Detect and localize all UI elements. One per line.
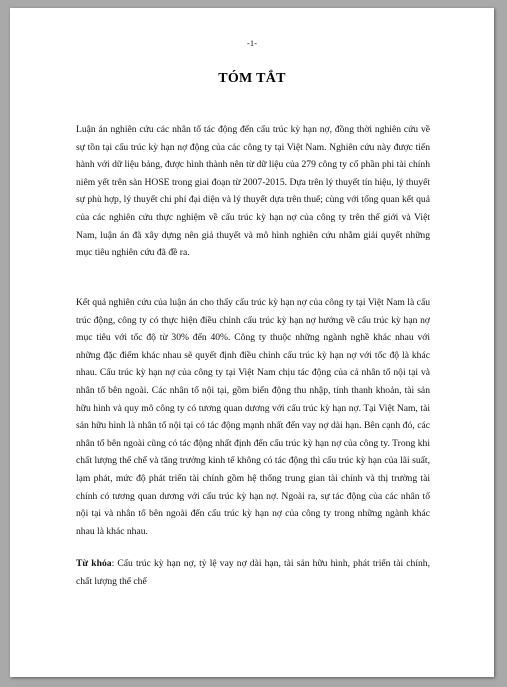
paragraph-text: Luận án nghiên cứu các nhân tố tác động đến cấu trúc kỳ hạn nợ, đồng thời nghiên cứu về sự tồn tại cấu trúc kỳ hạn nợ động của các công ty tại Việt Nam. Nghiên cứu này được tiến hành với dữ liệu bảng, được hình thành nên từ dữ liệu của 279 công ty cổ phần phi tài chính niêm yết trên sàn HOSE trong giai đoạn từ 2007-2015. Dựa trên lý thuyết tín hiệu, lý thuyết sự phù hợp, lý thuyết chi phí đại diện và lý thuyết dựa trên thuế; cùng với tổng quan kết quả của các nghiên cứu thực nghiệm về cấu trúc kỳ hạn nợ của công ty trên thế giới và Việt Nam, luận án đã xây dựng nên giả thuyết và mô hình nghiên cứu nhằm giải quyết những mục tiêu nghiên cứu đã đề ra. <box>76 124 430 259</box>
keywords-label: Từ khóa <box>76 558 112 569</box>
page-number: -1- <box>247 38 257 48</box>
paragraph-text: Kết quả nghiên cứu của luận án cho thấy cấu trúc kỳ hạn nợ của công ty tại Việt Nam là cấu trúc động, công ty có thực hiện điều chỉnh cấu trúc kỳ hạn nợ hướng về cấu trúc kỳ hạn nợ mục tiêu với tốc độ từ 30% đến 40%. Công ty thuộc những ngành nghề khác nhau với những đặc điểm khác nhau sẽ quyết định điều chỉnh cấu trúc kỳ hạn nợ với tốc độ là khác nhau. Cấu trúc kỳ hạn nợ của công ty tại Việt Nam chịu tác động của cả nhân tố nội tại và nhân tố bên ngoài. Các nhân tố nội tại, gồm biến động thu nhập, tính thanh khoản, tài sản hữu hình và quy mô công ty có tương quan dương với cấu trúc kỳ hạn nợ. Tại Việt Nam, tài sản hữu hình là nhân tố nội tại có tác động mạnh nhất đến vay nợ dài hạn. Bên cạnh đó, các nhân tố bên ngoài cũng có tác động nhất định đến cấu trúc kỳ hạn nợ của công ty. Trong khi chất lượng thể chế và tăng trưởng kinh tế không có tác động thì cấu trúc kỳ hạn của lãi suất, lạm phát, mức độ phát triển tài chính gồm hệ thống trung gian tài chính và thị trường tài chính có tương quan dương với cấu trúc kỳ hạn nợ. Ngoài ra, sự tác động của các nhân tố nội tại và nhân tố bên ngoài đến cấu trúc kỳ hạn nợ của công ty trong những ngành khác nhau là khác nhau. <box>76 297 430 537</box>
abstract-paragraph-1 <box>76 121 430 262</box>
keywords-text: : Cấu trúc kỳ hạn nợ, tỷ lệ vay nợ dài hạn, tài sản hữu hình, phát triển tài chính, chất lượng thể chế <box>76 558 430 587</box>
abstract-paragraph-2 <box>76 294 430 540</box>
document-page <box>10 8 494 677</box>
page-title: TÓM TẮT <box>218 71 286 86</box>
keywords-paragraph <box>76 555 430 590</box>
